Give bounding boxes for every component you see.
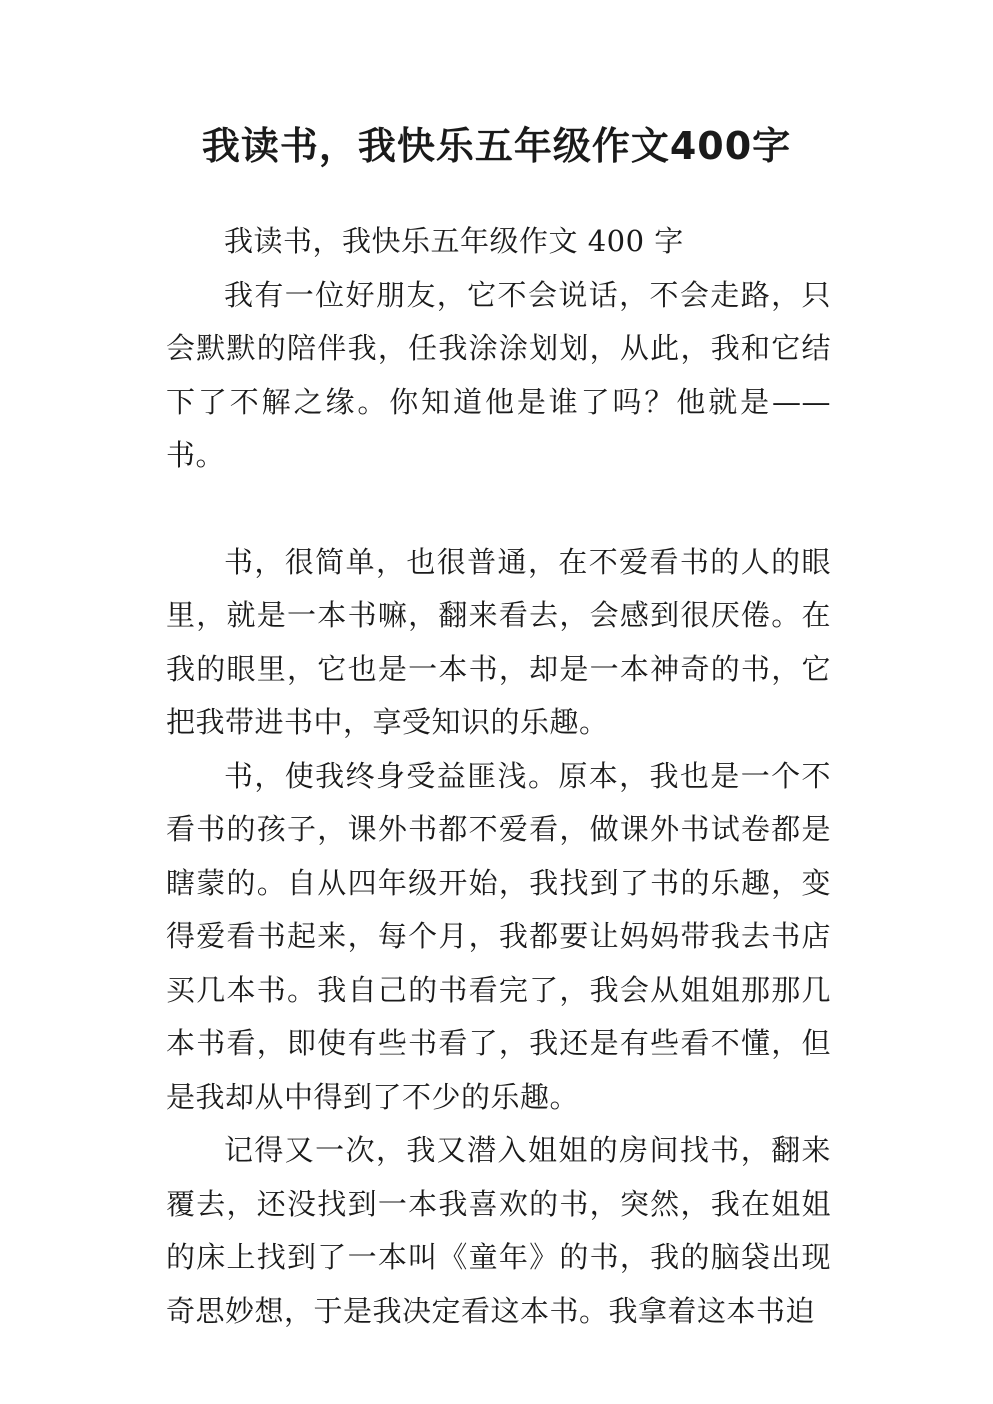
- paragraph-subtitle: 我读书，我快乐五年级作文 400 字: [224, 224, 684, 258]
- paragraph-memory: 记得又一次，我又潜入姐姐的房间找书，翻来覆去，还没找到一本我喜欢的书，突然，我在姐姐的床上找到了一本叫《童年》的书，我的脑袋出现奇思妙想，于是我决定看这本书。我拿着这本书迫: [166, 1133, 831, 1328]
- document-title: 我读书，我快乐五年级作文400字: [201, 124, 792, 168]
- paragraph-book-simple: 书，很简单，也很普通，在不爱看书的人的眼里，就是一本书嘛，翻来看去，会感到很厌倦。在我的眼里，它也是一本书，却是一本神奇的书，它把我带进书中，享受知识的乐趣。: [166, 544, 831, 739]
- document-body: [166, 215, 831, 1338]
- paragraph-book-benefit: 书，使我终身受益匪浅。原本，我也是一个不看书的孩子，课外书都不爱看，做课外书试卷都是瞎蒙的。自从四年级开始，我找到了书的乐趣，变得爱看书起来，每个月，我都要让妈妈带我去书店买几本书。我自己的书看完了，我会从姐姐那那几本书看，即使有些书看了，我还是有些看不懂，但是我却从中得到了不少的乐趣。: [166, 758, 831, 1114]
- paragraph-intro: 我有一位好朋友，它不会说话，不会走路，只会默默的陪伴我，任我涂涂划划，从此，我和它结下了不解之缘。你知道他是谁了吗？他就是——书。: [166, 277, 831, 472]
